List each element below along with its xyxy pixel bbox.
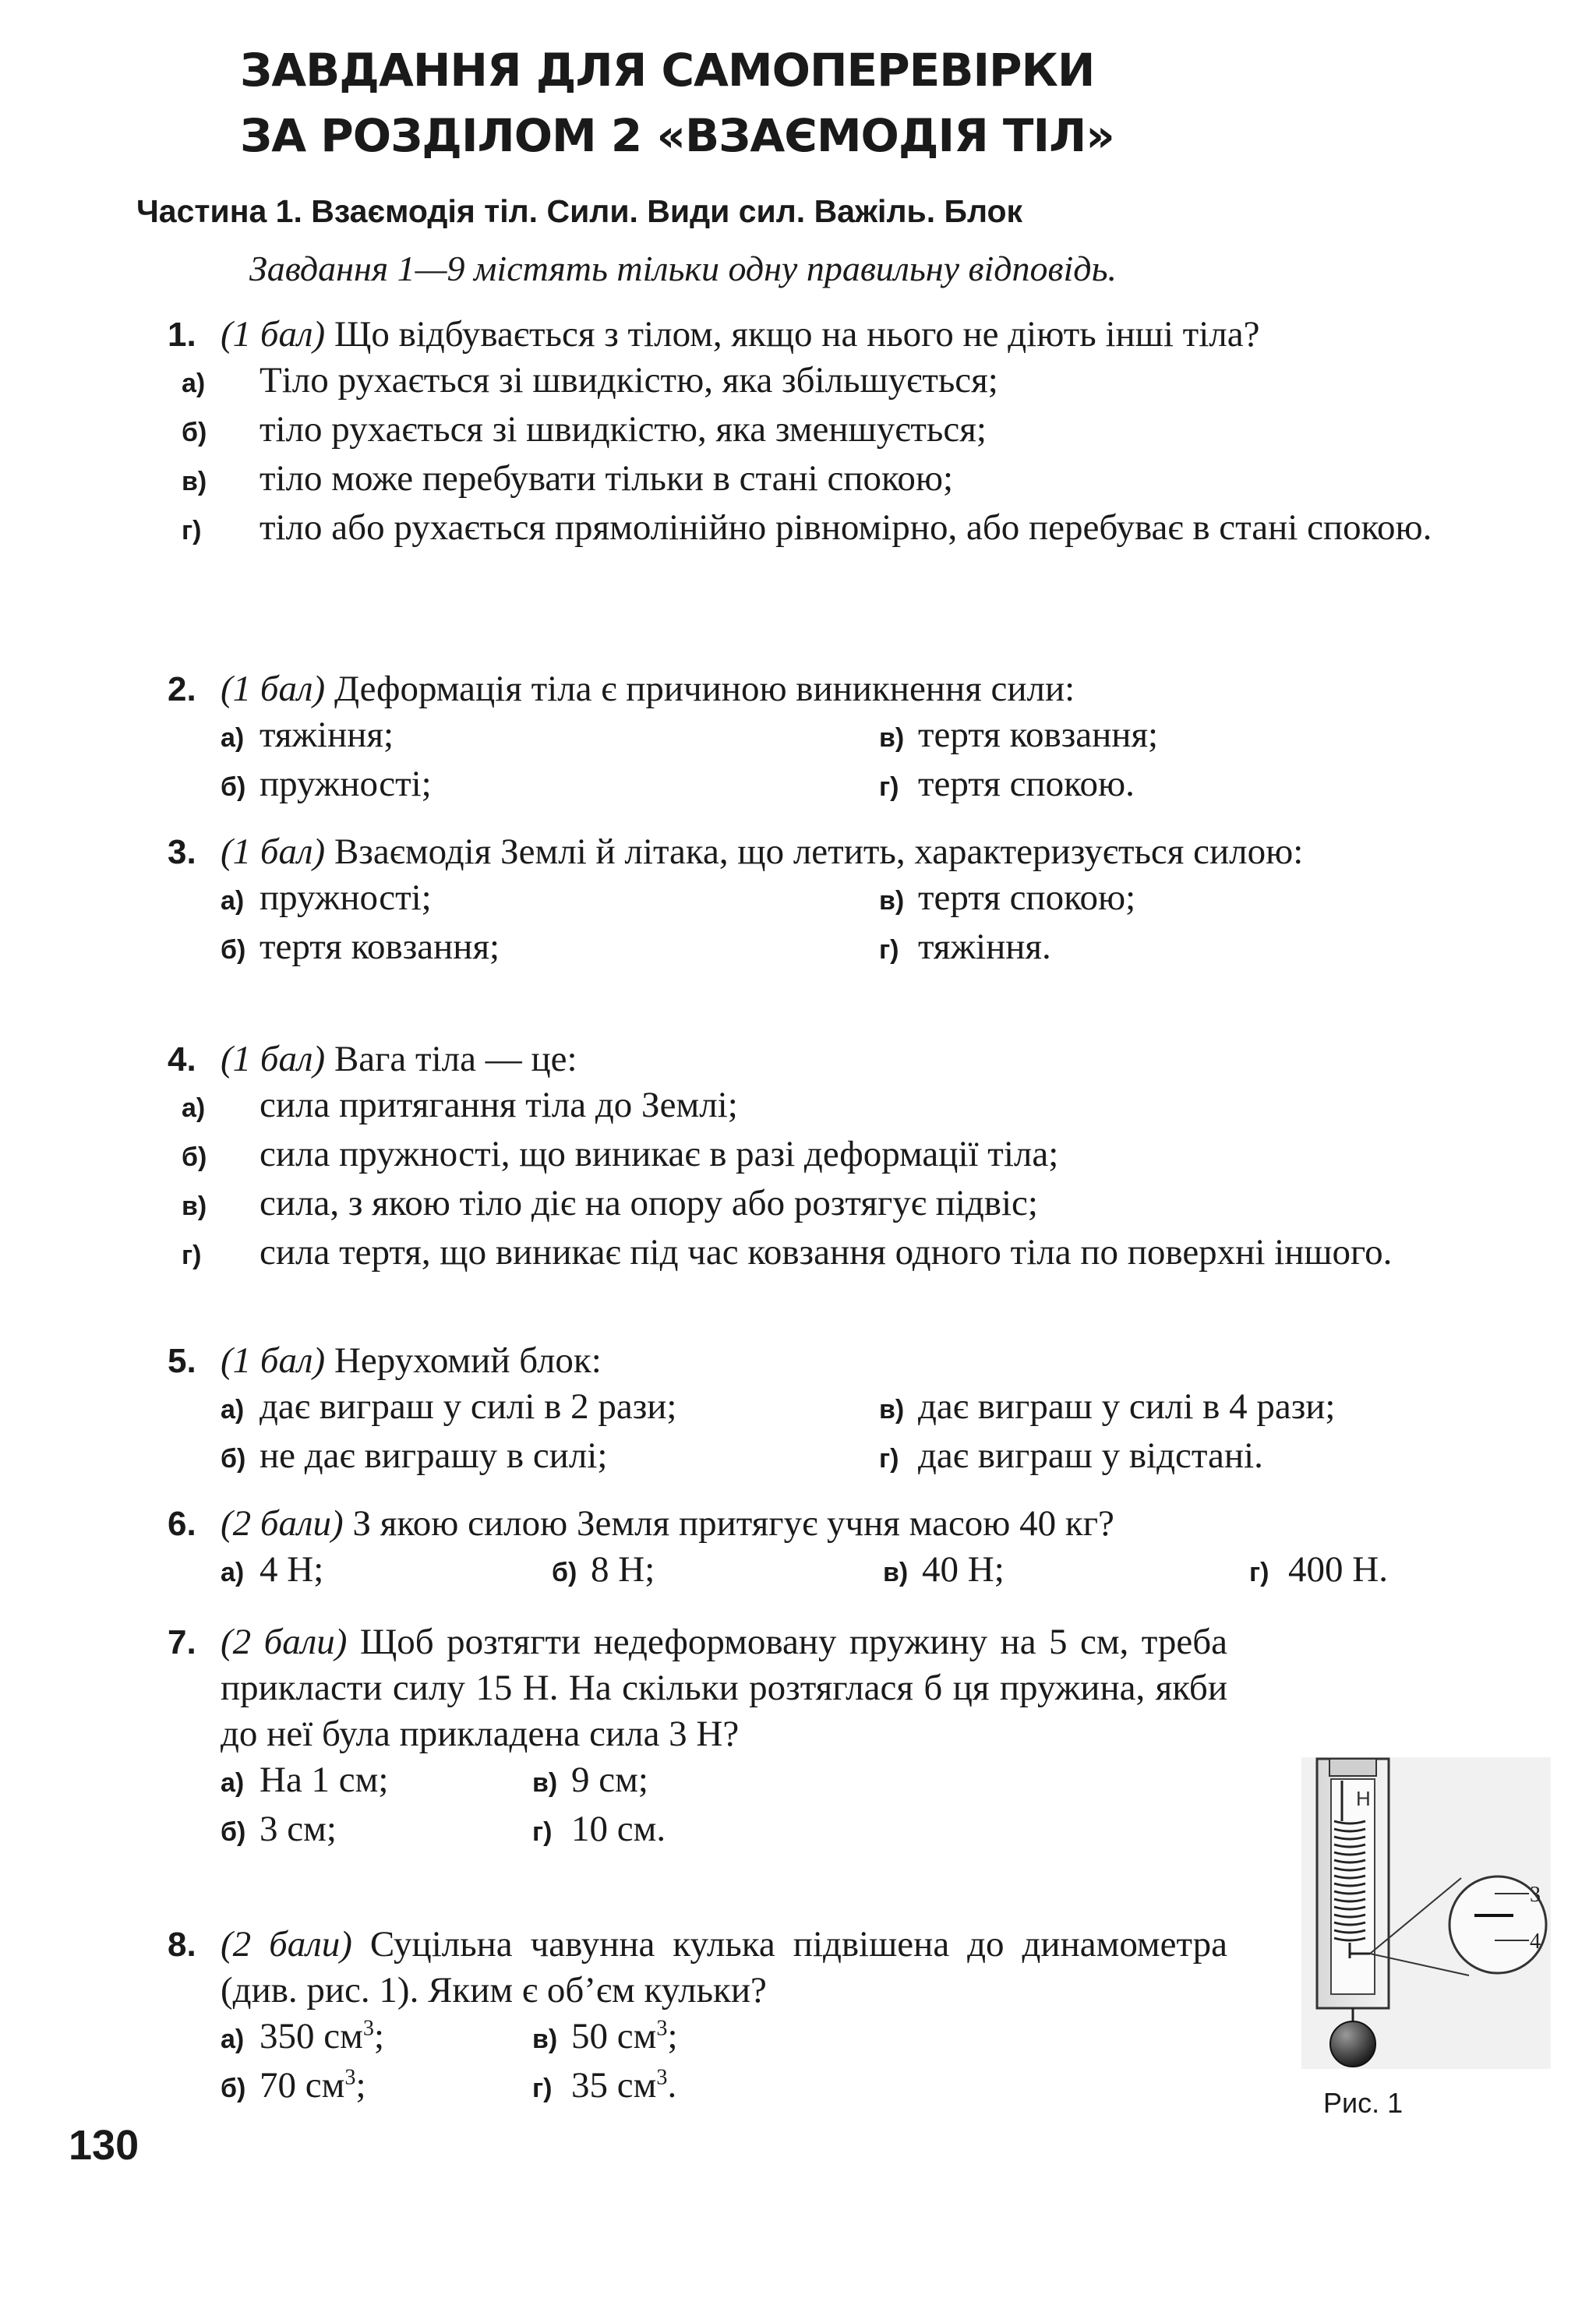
question-7 <box>168 1619 1227 1855</box>
question-text: Суцільна чавунна кулька підвішена до динамометра (див. рис. 1). Яким є об’єм кульки? <box>221 1924 1228 2011</box>
option-text: сила пружності, що виникає в разі деформації тіла; <box>260 1134 1059 1174</box>
question-text: Вага тіла — це: <box>334 1039 577 1079</box>
question-stem <box>221 1338 1524 1384</box>
option-c <box>879 712 1524 761</box>
option-c <box>532 1757 1227 1806</box>
option-b <box>221 1433 879 1482</box>
option-letter: в) <box>532 1768 558 1798</box>
question-number: 6. <box>168 1505 196 1543</box>
question-points: (1 бал) <box>221 1340 326 1381</box>
options-list <box>182 358 1524 554</box>
option-d <box>532 1806 1227 1855</box>
option-text: пружності; <box>260 764 432 804</box>
option-d <box>879 761 1524 810</box>
option-c <box>883 1547 1249 1596</box>
option-d <box>182 1230 1524 1279</box>
dynamometer-cap <box>1329 1759 1376 1776</box>
question-points: (1 бал) <box>221 1039 326 1079</box>
option-letter: а) <box>221 2025 245 2054</box>
option-d <box>532 2063 1227 2112</box>
question-number: 7. <box>168 1623 196 1661</box>
scale-label-4: 4 <box>1530 1929 1541 1954</box>
question-number: 4. <box>168 1040 196 1079</box>
option-text: тяжіння. <box>918 927 1051 967</box>
option-letter: б) <box>221 1444 246 1474</box>
option-c <box>879 1384 1524 1433</box>
option-letter: г) <box>879 1444 899 1474</box>
option-letter: г) <box>182 1241 202 1270</box>
option-text: дає виграш у силі в 4 рази; <box>918 1386 1336 1427</box>
option-letter: б) <box>182 1142 207 1172</box>
option-b <box>552 1547 883 1596</box>
option-letter: в) <box>879 886 905 916</box>
option-text: не дає виграшу в силі; <box>260 1435 608 1476</box>
question-1 <box>168 312 1524 554</box>
question-text: Що відбувається з тілом, якщо на нього не діють інші тіла? <box>334 314 1260 355</box>
question-stem <box>221 666 1524 712</box>
option-text: 70 см <box>260 2065 345 2106</box>
option-a <box>182 1082 1524 1131</box>
option-c <box>182 1181 1524 1230</box>
options-list <box>221 2014 1227 2112</box>
option-text: тертя спокою. <box>918 764 1135 804</box>
option-tail: ; <box>355 2065 366 2106</box>
option-letter: в) <box>883 1558 909 1587</box>
option-d <box>1249 1547 1524 1596</box>
question-stem <box>221 1036 1524 1082</box>
option-letter: а) <box>221 1768 245 1798</box>
option-text: тіло або рухається прямолінійно рівномірно, або перебуває в стані спокою. <box>260 507 1432 548</box>
option-text: тіло може перебувати тільки в стані спокою; <box>260 458 954 499</box>
option-text: тертя спокою; <box>918 877 1136 918</box>
option-b <box>221 1806 532 1855</box>
option-b <box>182 1131 1524 1181</box>
figure-caption: Рис. 1 <box>1323 2087 1404 2119</box>
option-text: тертя ковзання; <box>260 927 500 967</box>
option-letter: б) <box>221 935 246 965</box>
title-line-2: ЗА РОЗДІЛОМ 2 «ВЗАЄМОДІЯ ТІЛ» <box>240 109 1114 162</box>
option-b <box>221 2063 532 2112</box>
option-letter: в) <box>182 467 207 496</box>
page-number: 130 <box>69 2122 139 2169</box>
options-list <box>221 1384 1524 1482</box>
instruction: Завдання 1—9 містять тільки одну правильну відповідь. <box>249 249 1118 288</box>
question-stem <box>221 1922 1227 2014</box>
title-line-1: ЗАВДАННЯ ДЛЯ САМОПЕРЕВІРКИ <box>240 44 1095 97</box>
option-text: 4 Н; <box>260 1549 324 1590</box>
page-title <box>240 37 1114 168</box>
question-number: 5. <box>168 1342 196 1380</box>
option-text: 3 см; <box>260 1809 337 1849</box>
question-points: (1 бал) <box>221 669 326 709</box>
option-a <box>182 358 1524 407</box>
question-6 <box>168 1501 1524 1596</box>
option-letter: а) <box>182 369 206 398</box>
question-8 <box>168 1922 1227 2112</box>
option-text: На 1 см; <box>260 1760 389 1800</box>
option-letter: в) <box>879 1395 905 1425</box>
option-text: 350 см <box>260 2016 363 2056</box>
option-c <box>182 456 1524 505</box>
option-tail: ; <box>667 2016 678 2056</box>
option-superscript: 3 <box>656 2065 668 2090</box>
question-points: (2 бали) <box>221 1924 352 1965</box>
option-c <box>879 875 1524 924</box>
question-2 <box>168 666 1524 810</box>
option-letter: в) <box>182 1192 207 1221</box>
option-text: 400 Н. <box>1288 1549 1388 1590</box>
option-tail: . <box>667 2065 677 2106</box>
option-text: 9 см; <box>571 1760 648 1800</box>
option-d <box>182 505 1524 554</box>
question-text: Деформація тіла є причиною виникнення сили: <box>334 669 1075 709</box>
options-list <box>221 712 1524 810</box>
option-text: тіло рухається зі швидкістю, яка зменшується; <box>260 409 987 450</box>
dynamometer-illustration <box>1294 1749 1559 2077</box>
option-b <box>221 761 879 810</box>
option-letter: г) <box>532 2074 553 2103</box>
iron-ball <box>1330 2021 1375 2067</box>
question-points: (2 бали) <box>221 1622 348 1662</box>
option-text: 40 Н; <box>922 1549 1005 1590</box>
option-a <box>221 712 879 761</box>
option-text: дає виграш у відстані. <box>918 1435 1263 1476</box>
option-letter: г) <box>1249 1558 1269 1587</box>
option-b <box>182 407 1524 456</box>
option-a <box>221 1384 879 1433</box>
question-points: (2 бали) <box>221 1503 344 1544</box>
question-number: 2. <box>168 670 196 708</box>
option-letter: а) <box>221 886 245 916</box>
question-5 <box>168 1338 1524 1482</box>
option-letter: а) <box>221 1395 245 1425</box>
option-letter: а) <box>182 1093 206 1123</box>
option-text: 35 см <box>571 2065 657 2106</box>
question-text: Взаємодія Землі й літака, що летить, характеризується силою: <box>334 831 1304 872</box>
option-superscript: 3 <box>656 2016 668 2041</box>
option-superscript: 3 <box>344 2065 356 2090</box>
option-letter: б) <box>552 1558 577 1587</box>
question-text: Щоб розтягти недеформовану пружину на 5 см, треба прикласти силу 15 Н. На скільки розтяглася б ця пружина, якби до неї була прикладена сила 3 Н? <box>221 1622 1228 1754</box>
options-list <box>221 1547 1524 1596</box>
option-letter: г) <box>182 516 202 545</box>
question-text: Нерухомий блок: <box>334 1340 602 1381</box>
options-list <box>182 1082 1524 1279</box>
option-letter: в) <box>532 2025 558 2054</box>
option-text: 50 см <box>571 2016 657 2056</box>
option-a <box>221 875 879 924</box>
option-letter: б) <box>221 772 246 802</box>
question-points: (1 бал) <box>221 314 326 355</box>
option-letter: б) <box>182 418 207 447</box>
option-a <box>221 1547 552 1596</box>
option-text: тертя ковзання; <box>918 715 1159 755</box>
question-stem <box>221 829 1524 875</box>
option-d <box>879 924 1524 973</box>
option-tail: ; <box>373 2016 385 2056</box>
option-superscript: 3 <box>362 2016 374 2041</box>
question-stem <box>221 1619 1227 1757</box>
options-list <box>221 875 1524 973</box>
option-text: сила, з якою тіло діє на опору або розтягує підвіс; <box>260 1183 1038 1223</box>
dynamometer-figure <box>1294 1749 1559 2077</box>
option-letter: г) <box>532 1817 553 1847</box>
option-letter: г) <box>879 772 899 802</box>
question-stem <box>221 312 1524 358</box>
option-text: тяжіння; <box>260 715 394 755</box>
option-d <box>879 1433 1524 1482</box>
part-heading: Частина 1. Взаємодія тіл. Сили. Види сил. Важіль. Блок <box>136 193 1023 229</box>
scale-label-3: 3 <box>1530 1883 1541 1907</box>
option-letter: а) <box>221 1558 245 1587</box>
option-a <box>221 1757 532 1806</box>
question-4 <box>168 1036 1524 1279</box>
option-text: дає виграш у силі в 2 рази; <box>260 1386 677 1427</box>
option-c <box>532 2014 1227 2063</box>
question-stem <box>221 1501 1524 1547</box>
option-letter: в) <box>879 723 905 753</box>
option-text: 8 Н; <box>591 1549 655 1590</box>
scale-letter: Н <box>1356 1787 1371 1810</box>
option-text: Тіло рухається зі швидкістю, яка збільшується; <box>260 360 998 401</box>
question-3 <box>168 829 1524 973</box>
question-number: 1. <box>168 316 196 354</box>
options-list <box>221 1757 1227 1855</box>
option-text: 10 см. <box>571 1809 666 1849</box>
question-text: З якою силою Земля притягує учня масою 40 кг? <box>352 1503 1114 1544</box>
option-text: пружності; <box>260 877 432 918</box>
option-letter: а) <box>221 723 245 753</box>
option-letter: г) <box>879 935 899 965</box>
option-text: сила тертя, що виникає під час ковзання одного тіла по поверхні іншого. <box>260 1232 1393 1273</box>
question-points: (1 бал) <box>221 831 326 872</box>
option-letter: б) <box>221 2074 246 2103</box>
question-number: 8. <box>168 1926 196 1964</box>
option-text: сила притягання тіла до Землі; <box>260 1085 738 1125</box>
option-a <box>221 2014 532 2063</box>
option-b <box>221 924 879 973</box>
option-letter: б) <box>221 1817 246 1847</box>
question-number: 3. <box>168 833 196 871</box>
